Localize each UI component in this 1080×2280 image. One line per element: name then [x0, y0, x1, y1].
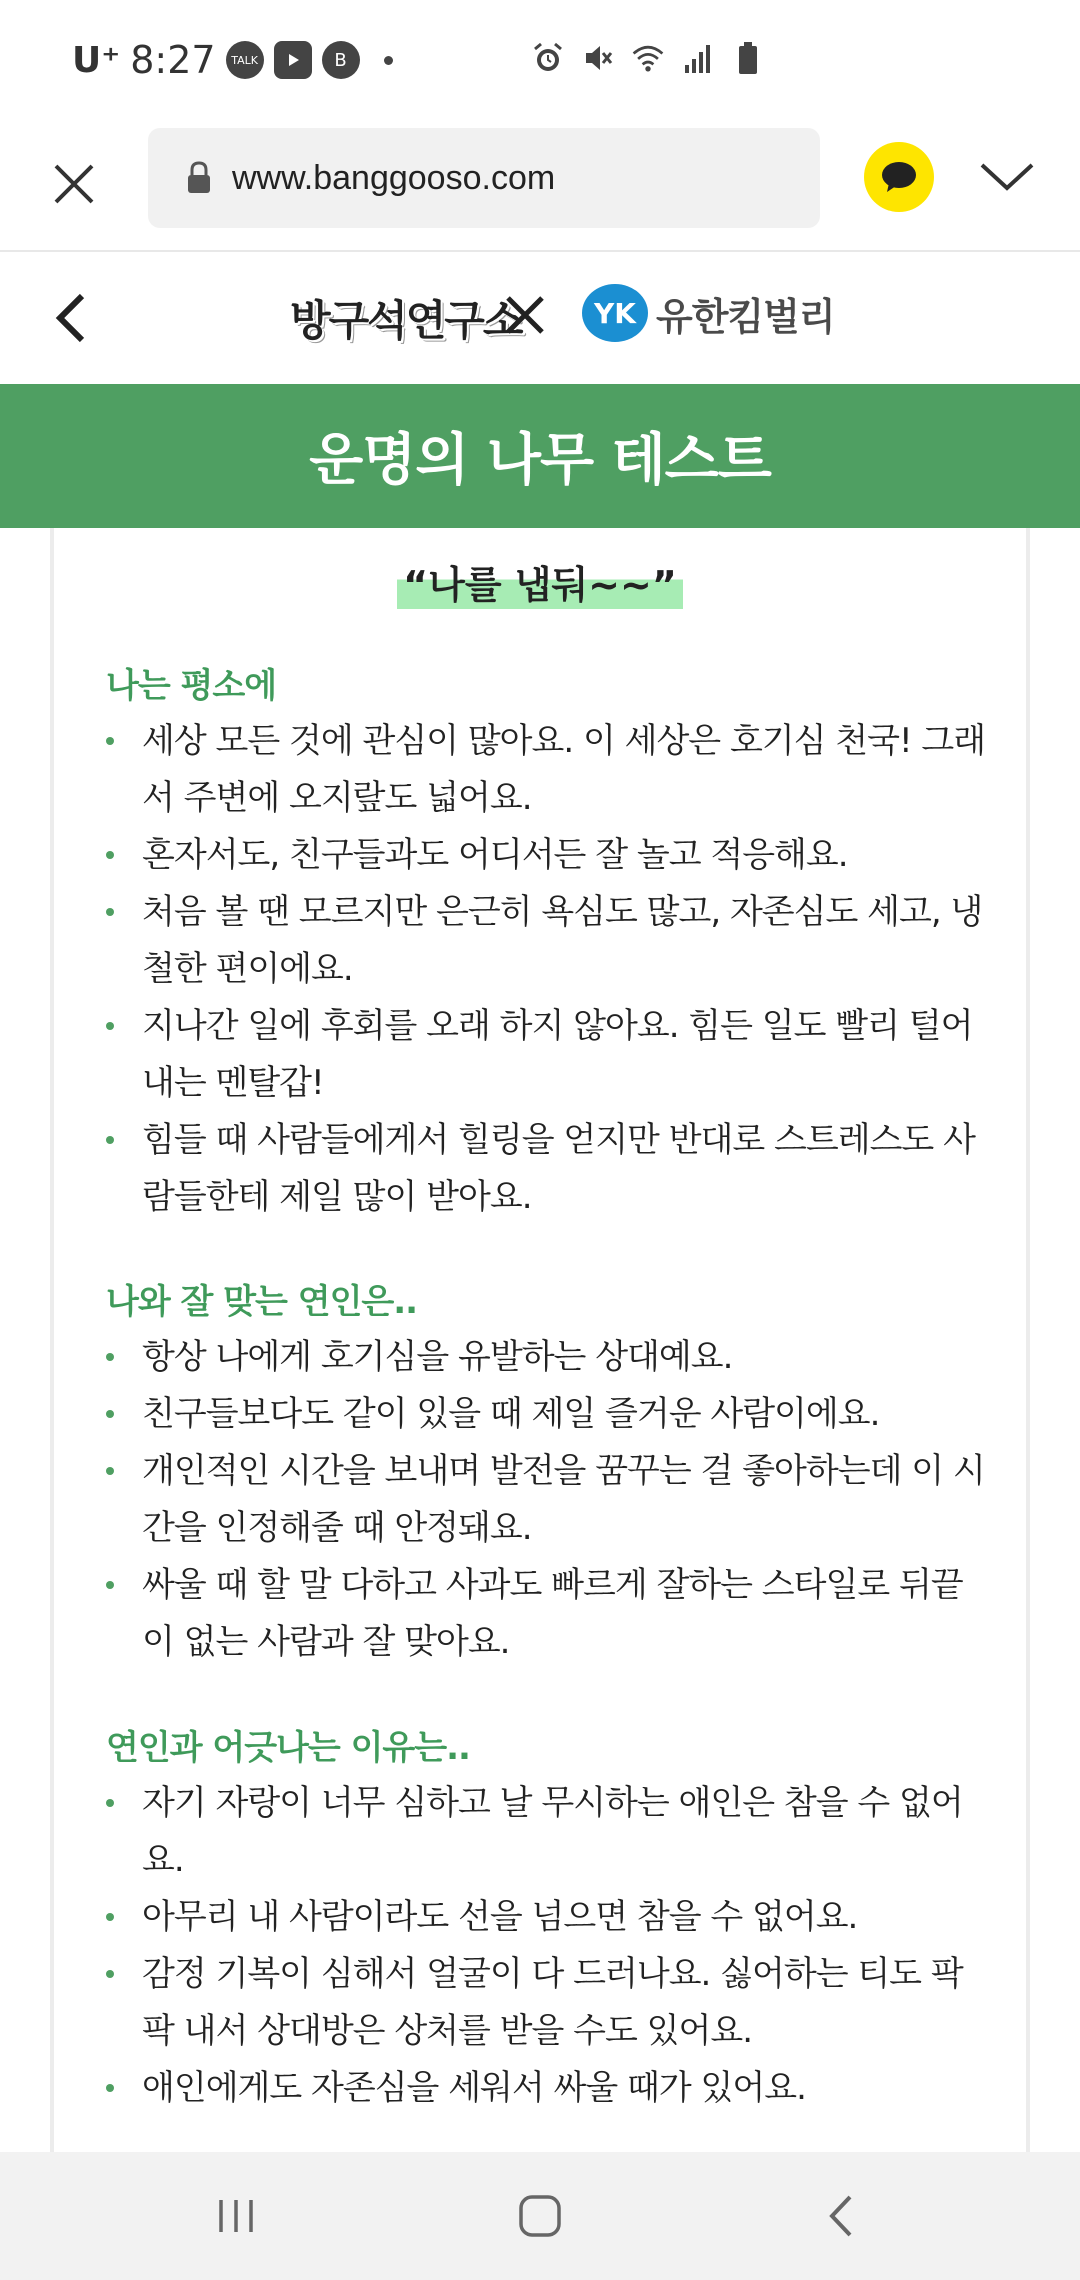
section-title: 연인과 어긋나는 이유는.. [106, 1728, 470, 1768]
bullet-list [106, 1329, 986, 1671]
list-item: 세상 모든 것에 관심이 많아요. 이 세상은 호기심 천국! 그래서 주변에 오지랖도 넓어요. [106, 713, 986, 827]
section-title: 나와 잘 맞는 연인은.. [106, 1282, 418, 1322]
result-quote [54, 550, 1026, 609]
alarm-icon [530, 40, 566, 76]
clock: 8:27 [130, 38, 216, 82]
more-menu-button[interactable] [978, 148, 1036, 206]
collaboration-x-icon [502, 292, 548, 338]
list-item: 개인적인 시간을 보내며 발전을 꿈꾸는 걸 좋아하는데 이 시간을 인정해줄 때 안정돼요. [106, 1443, 986, 1557]
list-item: 친구들보다도 같이 있을 때 제일 즐거운 사람이에요. [106, 1386, 986, 1443]
mute-icon [580, 40, 616, 76]
list-item: 힘들 때 사람들에게서 힐링을 얻지만 반대로 스트레스도 사람들한테 제일 많이 받아요. [106, 1112, 986, 1226]
home-button[interactable] [510, 2186, 570, 2246]
result-quote-text: “나를 냅둬~~” [397, 550, 683, 609]
section-conflict [106, 1720, 986, 2117]
recent-apps-button[interactable] [206, 2186, 266, 2246]
chevron-down-icon [978, 148, 1036, 206]
site-header [0, 252, 1080, 384]
kakaotalk-share-button[interactable] [864, 142, 934, 212]
yuhan-kimberly-text: 유한킴벌리 [656, 294, 835, 339]
signal-icon [680, 40, 716, 76]
chat-bubble-icon [879, 159, 919, 195]
talk-icon: TALK [226, 41, 264, 79]
list-item: 자기 자랑이 너무 심하고 날 무시하는 애인은 참을 수 없어요. [106, 1775, 986, 1889]
browser-toolbar [0, 122, 1080, 252]
page-title: 운명의 나무 테스트 [309, 428, 771, 493]
url-text: www.banggooso.com [232, 158, 556, 197]
list-item: 지나간 일에 후회를 오래 하지 않아요. 힘든 일도 빨리 털어내는 멘탈갑! [106, 998, 986, 1112]
list-item: 애인에게도 자존심을 세워서 싸울 때가 있어요. [106, 2060, 986, 2117]
section-title: 나는 평소에 [106, 666, 277, 706]
chevron-left-icon [44, 288, 100, 348]
status-right [530, 40, 766, 76]
list-item: 처음 볼 땐 모르지만 은근히 욕심도 많고, 자존심도 세고, 냉철한 편이에요. [106, 884, 986, 998]
banggooso-logo: 방구석연구소 [290, 296, 522, 345]
carrier-label: U⁺ [72, 39, 121, 81]
notification-dot-icon [384, 56, 393, 65]
list-item: 아무리 내 사람이라도 선을 넘으면 참을 수 없어요. [106, 1889, 986, 1946]
yuhan-kimberly-logo [582, 284, 835, 342]
url-bar[interactable] [148, 128, 820, 228]
list-item: 싸울 때 할 말 다하고 사과도 빠르게 잘하는 스타일로 뒤끝이 없는 사람과 잘 맞아요. [106, 1557, 986, 1671]
list-item: 혼자서도, 친구들과도 어디서든 잘 놀고 적응해요. [106, 827, 986, 884]
yuhan-kimberly-mark-icon: YK [582, 284, 648, 342]
result-card [50, 528, 1030, 2152]
section-good-match [106, 1274, 986, 1671]
status-bar [0, 0, 1080, 122]
bullet-list [106, 1775, 986, 2117]
page-title-bar [0, 384, 1080, 528]
back-icon [822, 2193, 862, 2239]
back-button[interactable] [44, 288, 100, 348]
lock-icon [184, 160, 214, 196]
system-back-button[interactable] [812, 2186, 872, 2246]
close-button[interactable] [42, 152, 106, 216]
bullet-list [106, 713, 986, 1226]
list-item: 감정 기복이 심해서 얼굴이 다 드러나요. 싫어하는 티도 팍팍 내서 상대방은 상처를 받을 수도 있어요. [106, 1946, 986, 2060]
status-left [72, 38, 393, 82]
section-personality [106, 658, 986, 1226]
youtube-icon [274, 41, 312, 79]
system-navigation-bar [0, 2152, 1080, 2280]
b-icon: B [322, 41, 360, 79]
recent-apps-icon [213, 2196, 259, 2236]
list-item: 항상 나에게 호기심을 유발하는 상대예요. [106, 1329, 986, 1386]
close-icon [42, 152, 106, 216]
battery-icon [730, 40, 766, 76]
home-icon [517, 2193, 563, 2239]
wifi-icon [630, 40, 666, 76]
